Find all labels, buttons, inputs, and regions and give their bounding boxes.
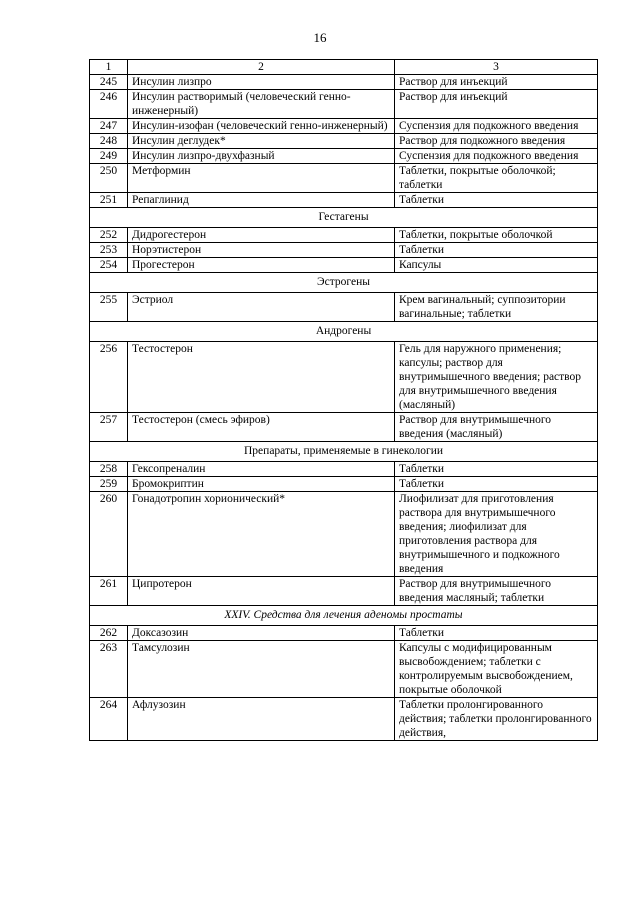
section-heading-row <box>90 322 598 342</box>
row-number: 249 <box>90 149 128 164</box>
dosage-form: Крем вагинальный; суппозитории вагинальные; таблетки <box>395 293 598 322</box>
table-header-row <box>90 60 598 75</box>
drug-name: Инсулин растворимый (человеческий генно-инженерный) <box>128 90 395 119</box>
table-row <box>90 413 598 442</box>
table-row <box>90 228 598 243</box>
dosage-form: Таблетки <box>395 462 598 477</box>
row-number: 256 <box>90 342 128 413</box>
row-number: 259 <box>90 477 128 492</box>
drug-name: Бромокриптин <box>128 477 395 492</box>
column-header-number: 1 <box>90 60 128 75</box>
row-number: 251 <box>90 193 128 208</box>
row-number: 263 <box>90 641 128 698</box>
dosage-form: Раствор для инъекций <box>395 75 598 90</box>
table-row <box>90 164 598 193</box>
table-row <box>90 492 598 577</box>
column-header-form: 3 <box>395 60 598 75</box>
dosage-form: Суспензия для подкожного введения <box>395 149 598 164</box>
row-number: 248 <box>90 134 128 149</box>
drug-name: Гонадотропин хорионический* <box>128 492 395 577</box>
table-row <box>90 258 598 273</box>
row-number: 264 <box>90 698 128 741</box>
table-row <box>90 698 598 741</box>
drug-name: Инсулин лизпро <box>128 75 395 90</box>
table-row <box>90 293 598 322</box>
row-number: 254 <box>90 258 128 273</box>
section-heading: Андрогены <box>90 322 598 342</box>
drug-name: Гексопреналин <box>128 462 395 477</box>
section-heading: Эстрогены <box>90 273 598 293</box>
dosage-form: Капсулы <box>395 258 598 273</box>
row-number: 250 <box>90 164 128 193</box>
table-row <box>90 90 598 119</box>
drug-name: Доксазозин <box>128 626 395 641</box>
column-header-name: 2 <box>128 60 395 75</box>
dosage-form: Лиофилизат для приготовления раствора для внутримышечного введения; лиофилизат для приготовления раствора для внутримышечного и подкожного введения <box>395 492 598 577</box>
table-row <box>90 75 598 90</box>
dosage-form: Таблетки пролонгированного действия; таблетки пролонгированного действия, <box>395 698 598 741</box>
table-row <box>90 134 598 149</box>
section-heading: Препараты, применяемые в гинекологии <box>90 442 598 462</box>
dosage-form: Таблетки, покрытые оболочкой <box>395 228 598 243</box>
section-heading: Гестагены <box>90 208 598 228</box>
row-number: 258 <box>90 462 128 477</box>
table-row <box>90 577 598 606</box>
row-number: 247 <box>90 119 128 134</box>
drug-name: Дидрогестерон <box>128 228 395 243</box>
dosage-form: Таблетки <box>395 626 598 641</box>
row-number: 262 <box>90 626 128 641</box>
section-heading-row <box>90 442 598 462</box>
table-row <box>90 193 598 208</box>
row-number: 252 <box>90 228 128 243</box>
drug-name: Инсулин деглудек* <box>128 134 395 149</box>
dosage-form: Таблетки <box>395 477 598 492</box>
drug-name: Афлузозин <box>128 698 395 741</box>
dosage-form: Гель для наружного применения; капсулы; раствор для внутримышечного введения; раствор для внутримышечного введения (масляный) <box>395 342 598 413</box>
row-number: 253 <box>90 243 128 258</box>
dosage-form: Суспензия для подкожного введения <box>395 119 598 134</box>
dosage-form: Раствор для внутримышечного введения масляный; таблетки <box>395 577 598 606</box>
dosage-form: Раствор для подкожного введения <box>395 134 598 149</box>
table-row <box>90 149 598 164</box>
dosage-form: Раствор для инъекций <box>395 90 598 119</box>
drug-name: Эстриол <box>128 293 395 322</box>
table-row <box>90 119 598 134</box>
page-number: 16 <box>313 30 327 45</box>
section-heading-row <box>90 273 598 293</box>
dosage-form: Таблетки <box>395 243 598 258</box>
table-row <box>90 462 598 477</box>
table-body <box>90 75 598 741</box>
table-row <box>90 477 598 492</box>
row-number: 257 <box>90 413 128 442</box>
drug-name: Метформин <box>128 164 395 193</box>
table-row <box>90 626 598 641</box>
drug-name: Прогестерон <box>128 258 395 273</box>
drug-name: Ципротерон <box>128 577 395 606</box>
section-heading-row <box>90 208 598 228</box>
drug-table <box>89 59 598 741</box>
dosage-form: Раствор для внутримышечного введения (масляный) <box>395 413 598 442</box>
drug-name: Норэтистерон <box>128 243 395 258</box>
section-heading: XXIV. Средства для лечения аденомы простаты <box>90 606 598 626</box>
drug-name: Инсулин лизпро-двухфазный <box>128 149 395 164</box>
dosage-form: Таблетки, покрытые оболочкой; таблетки <box>395 164 598 193</box>
row-number: 261 <box>90 577 128 606</box>
table-row <box>90 342 598 413</box>
table-row <box>90 641 598 698</box>
drug-name: Тамсулозин <box>128 641 395 698</box>
drug-name: Тестостерон (смесь эфиров) <box>128 413 395 442</box>
drug-name: Тестостерон <box>128 342 395 413</box>
table-row <box>90 243 598 258</box>
row-number: 260 <box>90 492 128 577</box>
row-number: 246 <box>90 90 128 119</box>
drug-name: Инсулин-изофан (человеческий генно-инженерный) <box>128 119 395 134</box>
section-heading-row <box>90 606 598 626</box>
dosage-form: Таблетки <box>395 193 598 208</box>
row-number: 255 <box>90 293 128 322</box>
drug-name: Репаглинид <box>128 193 395 208</box>
row-number: 245 <box>90 75 128 90</box>
dosage-form: Капсулы с модифицированным высвобождением; таблетки с контролируемым высвобождением, покрытые оболочкой <box>395 641 598 698</box>
